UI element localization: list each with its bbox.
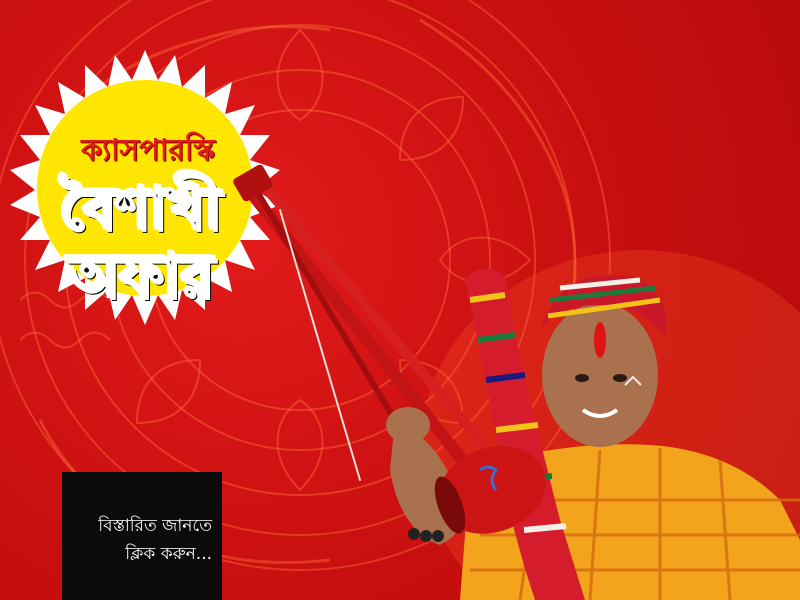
brand-name: ক্যাসপারস্কি [81,133,215,168]
details-cta-button[interactable] [62,472,222,600]
cta-line-1: বিস্তারিত জানতে [98,516,212,536]
cta-text [62,512,212,568]
offer-title-line-1: বৈশাখী [59,174,221,242]
cta-line-2: ক্লিক করুন... [125,544,212,564]
offer-title-line-2: অফার [66,241,214,311]
